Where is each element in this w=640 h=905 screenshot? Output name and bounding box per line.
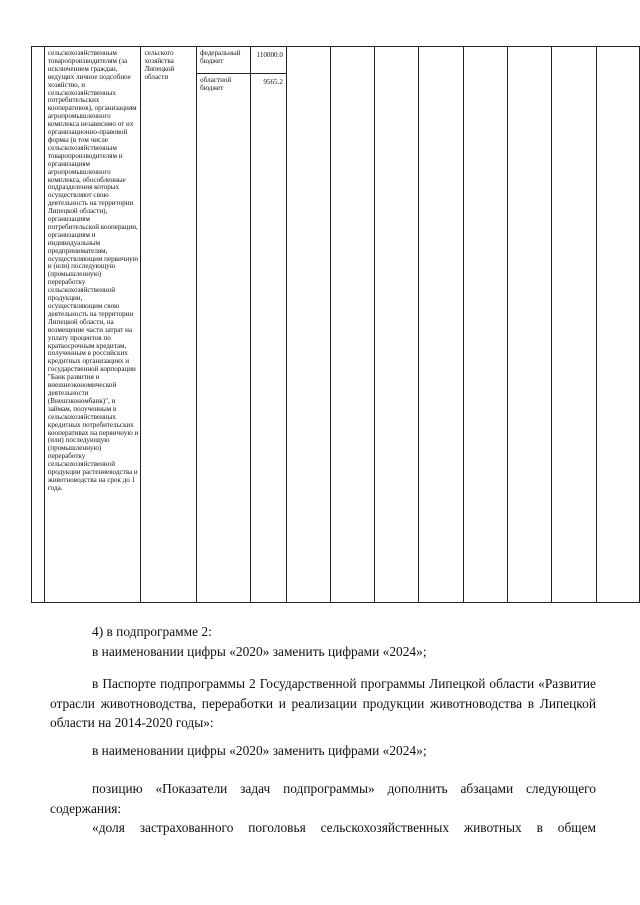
- source-cell: [197, 74, 251, 603]
- amount-cell: [250, 74, 286, 603]
- source-name: областной бюджет: [200, 76, 232, 92]
- source-name: федеральный бюджет: [200, 49, 241, 65]
- empty-cell: [375, 47, 419, 603]
- program-table: [31, 46, 640, 603]
- position-section: [50, 779, 596, 838]
- item-4-heading: 4) в подпрограмме 2:: [92, 624, 212, 639]
- passport-section: [50, 674, 596, 733]
- amount-value: 110000.0: [256, 51, 283, 59]
- passport-paragraph: в Паспорте подпрограммы 2 Государственной программы Липецкой области «Развитие отрасли животноводства, переработки и реализации продукции животноводства в Липецкой области на 2014-2020 годы»:: [50, 676, 596, 730]
- executor-text: сельского хозяйства Липецкой области: [144, 49, 175, 81]
- empty-cell: [286, 47, 330, 603]
- item-4-name-change: в наименовании цифры «2020» заменить цифрами «2024»;: [92, 643, 427, 659]
- empty-cell: [552, 47, 597, 603]
- measure-description-cell: [44, 47, 141, 603]
- amount-value: 9565.2: [263, 78, 283, 86]
- empty-cell: [330, 47, 375, 603]
- empty-cell: [419, 47, 464, 603]
- quote-line: «доля застрахованного поголовья сельскохозяйственных животных в общем: [92, 820, 596, 835]
- table-row: [32, 47, 640, 74]
- amount-cell: [250, 47, 286, 74]
- document-text: [50, 622, 596, 661]
- empty-cell: [507, 47, 552, 603]
- empty-cell: [597, 47, 640, 603]
- name-change-section: [50, 741, 596, 761]
- name-change-line: в наименовании цифры «2020» заменить цифрами «2024»;: [92, 743, 427, 758]
- position-paragraph: позицию «Показатели задач подпрограммы» дополнить абзацами следующего содержания:: [50, 781, 596, 816]
- source-cell: [197, 47, 251, 74]
- index-cell: [32, 47, 45, 603]
- executor-cell: [141, 47, 197, 603]
- measure-description: сельскохозяйственным товаропроизводителям (за исключением граждан, ведущих личное подсобное хозяйство, и сельскохозяйственных потребительских кооперативов), организациям агропромышленного комплекса независимо от их организационно-правовой формы (в том числе сельскохозяйственным товаропроизводителям и организациям агропромышленного комплекса, обособленные подразделения которых осуществляют свою деятельность на территории Липецкой области), организациям потребительской кооперации, организациям и индивидуальным предпринимателям, осуществляющим первичную и (или) последующую (промышленную) переработку сельскохозяйственной продукции, осуществляющим свою деятельность на территории Липецкой области, на возмещение части затрат на уплату процентов по краткосрочным кредитам, полученным в российских кредитных организациях и государственной корпорации "Банк развития и внешнеэкономической деятельности (Внешэкономбанк)", и займам, полученным в сельскохозяйственных кредитных потребительских кооперативах на первичную и (или) последующую (промышленную) переработку сельскохозяйственной продукции растениеводства и животноводства на срок до 1 года.: [47, 49, 139, 492]
- empty-cell: [463, 47, 507, 603]
